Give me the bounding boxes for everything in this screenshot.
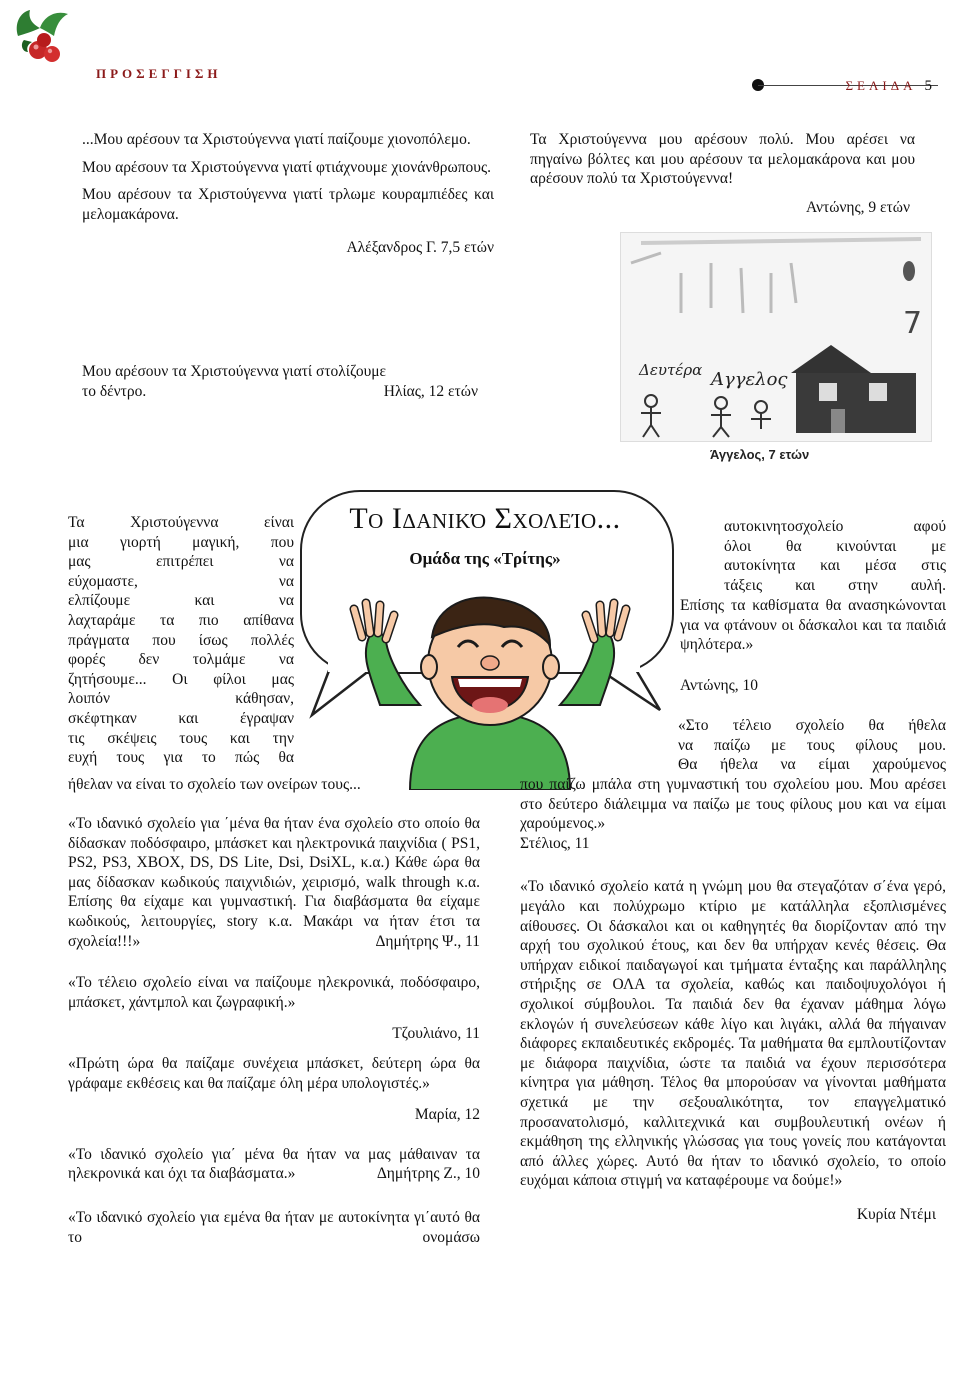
quote-dimitris-psi: «Το ιδανικό σχολείο για ΄μένα θα ήταν ένα σχολείο στο οποίο θα δίδασκαν ποδόσφαιρο, μπάσκετ και ηλεκτρονικά παιχνίδια ( PS1, PS2, PS3, XBOX, DS, DS Lite, Dsi, DsiXL, κ.α.) Κάθε ώρα θα μας δίδασκαν κωδικούς παιχνιδιών, χειρισμό, walk through κ.α. Επίσης θα είχαμε και γυμναστική. Για διαβάσματα θα είχαμε κωδικούς, λειτουργίες, story κ.α. Μακάρι να ήταν έτσι τα σχολεία!!!» [68,815,480,950]
intro-line-10: λοιπόν κάθησαν, [68,690,294,708]
drawing-number: 7 [903,306,923,341]
quote-stelios-rest: που παίζω μπάλα στη γυμναστική του σχολείου μου. Μου αρέσει στο δεύτερο διάλειμμα να παίζω με τους φίλους μου και να είμαι χαρούμενος.» [520,776,946,833]
right-top-block [530,130,915,189]
paragraph-snowball: ...Μου αρέσουν τα Χριστούγεννα γιατί παίζουμε χιονοπόλεμο. [82,131,471,148]
right-top-lines [724,517,946,595]
left-top-block [82,130,494,258]
intro-line-1: Τα Χριστούγεννα είναι [68,514,294,531]
intro-line-12: τις σκέψεις τους και την [68,729,294,747]
right-line-1: αυτοκινητοσχολείο αφού [724,518,946,535]
signature-tzouliano: Τζουλιάνο, 11 [392,1025,480,1043]
section-title: ΠΡΟΣΕΓΓΙΣΗ [96,66,222,81]
left-quotes [68,814,480,1247]
holly-logo [10,6,74,68]
intro-line-7: πράγματα που ίσως πολλές [68,631,294,649]
drawing-day: Δευτέρα [639,361,703,379]
paragraph-tree-line2: το δέντρο. [82,382,147,400]
right-line-3: αυτοκίνητα και μέσα στις [724,557,946,575]
quote-demi: «Το ιδανικό σχολείο κατά η γνώμη μου θα στεγαζόταν σ΄ένα γερό, μεγάλο και πολύχρωμο κτίριο με κατάλληλα εξοπλισμένες αίθουσες. Οι δάσκαλοι και οι καθηγητές θα διορίζονταν από την αρχή του σχολικού έτους, και δεν θα υπήρχαν κενές θέσεις. Θα υπήρχαν ειδικοί παιδαγωγοί και τμήματα ένταξης και παράλληλης στήριξης σε ΟΛΑ τα σχολεία, καθώς και παιδοψυχολόγοι ή σχολικοί σύμβουλοι. Τα παιδιά δεν θα έχαναν μάθημα λόγω εκλογών ή συνελεύσεων κάθε λίγο και λιγάκι, αλλά θα πήγαιναν διάφορες εκπαιδευτικές εκδρομές. Τα μαθήματα θα εμπλουτίζονταν με διάφορα παιχνίδια, ώστε τα παιδιά να έχουν περισσότερα κίνητρα για μάθηση. Τέλος θα μπορούσαν να γίνονται μαθήματα σχετικά με την σεξουαλικότητα, τον επαγγελματικό προσανατολισμό, καλλιτεχνικά και συμβουλευτική ονέων ή εκμάθηση της ελληνικής γλώσσας για τους γονείς που κατάγονται από άλλες χώρες. Αυτό θα ήταν το ιδανικό σχολείο, το οποίο ευχόμαι κάποια στιγμή να καταφέρουμε να δούμε!» [520,878,946,1190]
intro-line-4: εύχομαστε, να [68,572,294,590]
feature-subtitle: Ομάδα της «Τρίτης» [409,549,561,568]
drawing-name: Αγγελος [711,369,788,390]
paragraph-tree [82,362,494,401]
intro-line-13: ευχή τους για το πώς θα [68,749,294,767]
paragraph-kourabiedes: Μου αρέσουν τα Χριστούγεννα γιατί τρλωμε κουραμπιέδες και μελομακάρονα. [82,186,494,223]
quote-tzouliano: «Το τέλειο σχολείο είναι να παίζουμε ηλεκρονικά, ποδόσφαιρο, μπάσκετ, χάντμπολ και ζωγραφική.» [68,974,480,1011]
right-line-2: όλοι θα κινούνται με [724,537,946,555]
intro-line-8: φορές δεν τολμάμε να [68,651,294,669]
intro-text [68,513,294,768]
feature-title: Το Ιδανικό Σχολείο... [349,502,621,535]
paragraph-snowman: Μου αρέσουν τα Χριστούγεννα γιατί φτιάχνουμε χιονάνθρωπους. [82,158,491,176]
cartoon-boy [340,585,640,790]
paragraph-seats: Επίσης τα καθίσματα θα ανασηκώνονται για να φτάνουν οι δάσκαλοι και τα παιδιά ψηλότερα.» [680,597,946,654]
quote-antonis-start: «Το ιδανικό σχολείο για εμένα θα ήταν με αυτοκίνητα γι΄αυτό θα το ονομάσω [68,1208,480,1246]
signature-dimitris-psi: Δημήτρης Ψ., 11 [375,932,480,950]
stelios-lines [678,716,946,775]
intro-line-9: ζητήσουμε... Οι φίλοι μας [68,670,294,688]
signature-dimitris-z: Δημήτρης Ζ., 10 [376,1165,480,1183]
signature-antonis-9: Αντώνης, 9 ετών [805,199,910,216]
signature-demi: Κυρία Ντέμι [856,1205,936,1223]
drawing-canvas [621,233,931,441]
signature-ilias: Ηλίας, 12 ετών [383,382,478,400]
signature-antonis-10: Αντώνης, 10 [680,677,758,694]
paragraph-antonis: Τα Χριστούγεννα μου αρέσουν πολύ. Μου αρέσει να πηγαίνω βόλτες και μου αρέσουν τα μελομακάρονα και μου αρέσουν πολύ τα Χριστούγεννα! [530,131,915,188]
paragraph-tree-line2-row [82,382,494,402]
intro-line-6: λαχταράμε τα πιο απίθανα [68,611,294,629]
signature-stelios: Στέλιος, 11 [520,834,590,852]
signature-maria: Μαρία, 12 [414,1106,480,1124]
intro-last-line: ήθελαν να είναι το σχολείο των ονείρων τους... [68,776,361,793]
paragraph-tree-line1: Μου αρέσουν τα Χριστούγεννα γιατί στολίζουμε [82,363,387,380]
intro-line-3: μας επιτρέπει να [68,553,294,571]
stelios-line-3: Θα ήθελα να είμαι χαρούμενος [678,756,946,774]
page-number-block [845,78,932,95]
quote-maria: «Πρώτη ώρα θα παίζαμε συνέχεια μπάσκετ, δεύτερη ώρα θα γράφαμε εκθέσεις και θα παίζαμε όλη μέρα υπολογιστές.» [68,1054,480,1092]
signature-alexandros: Αλέξανδρος Γ. 7,5 ετών [346,239,494,257]
intro-line-2: μια γιορτή μαγική, που [68,533,294,551]
right-line-4: τάξεις και στην αυλή. [724,576,946,594]
page-number: 5 [924,78,932,94]
stelios-line-2: να παίζω με τους φίλους μου. [678,736,946,754]
child-drawing [620,232,932,442]
page-label: ΣΕΛΙΔΑ [845,78,917,93]
intro-line-5: ελπίζουμε και να [68,592,294,610]
stelios-line-1: «Στο τέλειο σχολείο θα ήθελα [678,717,946,734]
stelios-block [520,775,946,1224]
drawing-caption: Άγγελος, 7 ετών [710,447,810,462]
quote-dimitris-z: «Το ιδανικό σχολείο για΄ μένα θα ήταν να μας μάθαιναν τα ηλεκρονικά και όχι τα διαβάσματα.» [68,1145,480,1183]
intro-line-11: σκέφτηκαν και έγραψαν [68,709,294,727]
